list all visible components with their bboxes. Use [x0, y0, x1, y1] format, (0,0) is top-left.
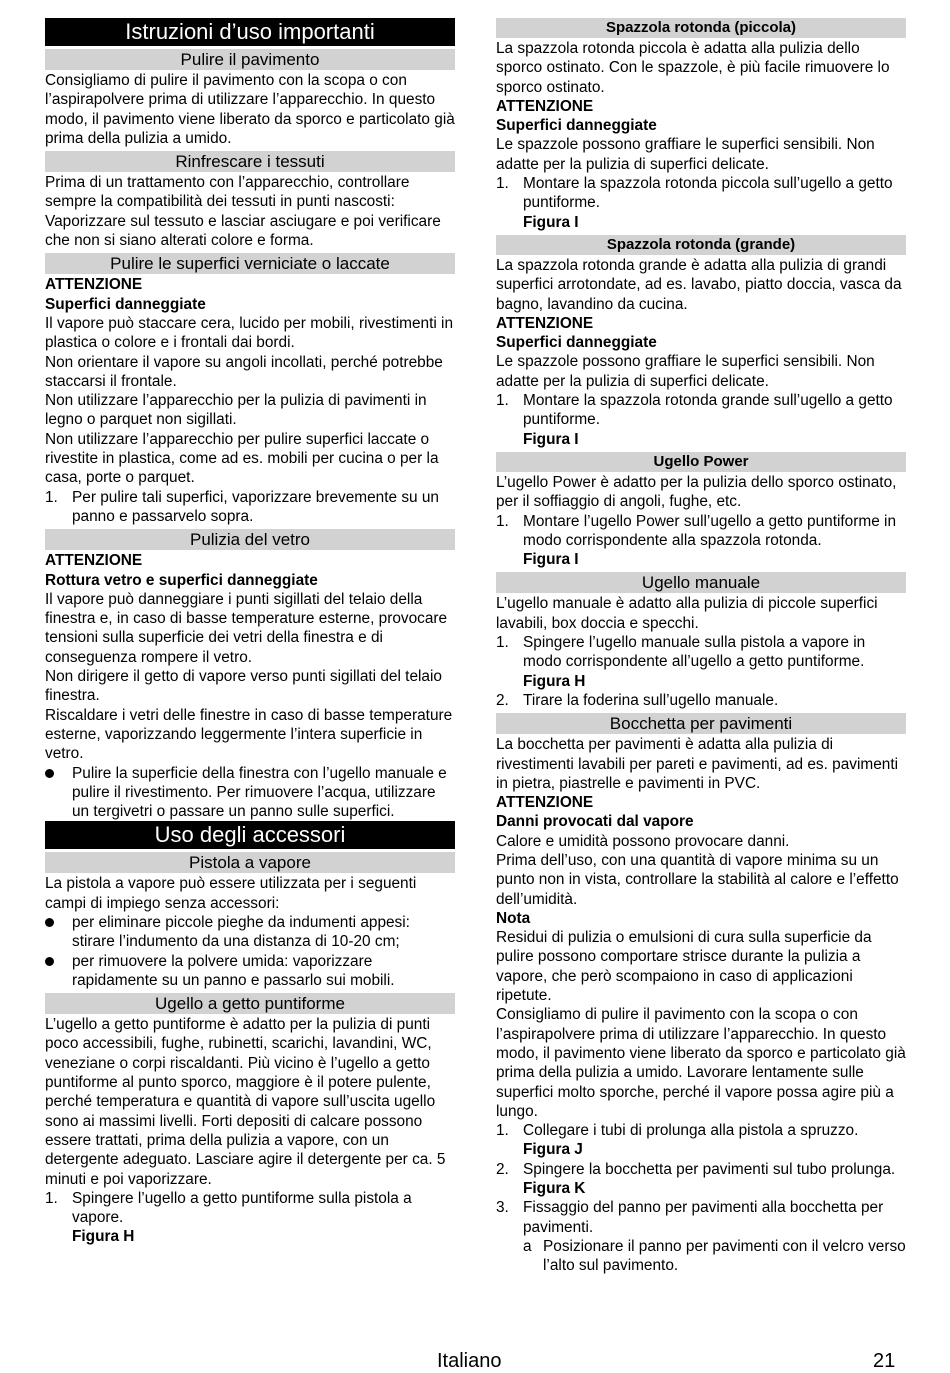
numbered-step	[496, 1121, 906, 1160]
section-heading: Pulire il pavimento	[45, 49, 455, 70]
figure-reference: Figura I	[523, 430, 579, 448]
numbered-step	[45, 1189, 455, 1247]
figure-reference: Figura I	[523, 551, 579, 569]
section-heading: Rinfrescare i tessuti	[45, 151, 455, 172]
bold-label: ATTENZIONE	[45, 276, 143, 294]
paragraph: Le spazzole possono graffiare le superfici sensibili. Non adatte per la pulizia di superfici delicate.	[496, 353, 875, 390]
paragraph: Il vapore può danneggiare i punti sigillati del telaio della finestra e, in caso di basse temperature esterne, provocare tensioni sulla superficie dei vetri della finestra e di conseguenza rompere il vetro.	[45, 590, 448, 666]
paragraph: Residui di pulizia o emulsioni di cura sulla superficie da pulire possono comportare strisce durante la pulizia a vapore, che però scompaiono in caso di applicazioni ripetute.	[496, 929, 872, 1005]
bold-label: ATTENZIONE	[45, 552, 143, 570]
bullet-text: per rimuovere la polvere umida: vaporizzare rapidamente su un panno e passarlo sui mobili.	[72, 952, 395, 989]
figure-reference: Figura H	[72, 1228, 135, 1246]
bullet-icon	[45, 769, 54, 778]
section-heading: Bocchetta per pavimenti	[496, 713, 906, 734]
figure-reference: Figura K	[523, 1180, 586, 1198]
paragraph: Riscaldare i vetri delle finestre in caso di basse temperature esterne, vaporizzando leggermente l’intera superficie in vetro.	[45, 706, 453, 763]
bold-label: Superfici danneggiate	[496, 334, 657, 352]
bullet-icon	[45, 957, 54, 966]
step-number: 1.	[45, 488, 58, 506]
sub-step	[496, 1237, 906, 1276]
paragraph: Non utilizzare l’apparecchio per pulire superfici laccate o rivestite in plastica, come ad es. mobili per cucina o per la casa, porte o parquet.	[45, 430, 439, 487]
left-column	[45, 18, 455, 1247]
paragraph: La spazzola rotonda grande è adatta alla pulizia di grandi superfici arrotondate, ad es. lavabo, piatto doccia, vasca da bagno, lavandino da cucina.	[496, 256, 902, 313]
step-number: 1.	[45, 1189, 58, 1207]
bullet-item	[45, 764, 455, 822]
right-column	[496, 18, 906, 1276]
paragraph: Calore e umidità possono provocare danni.	[496, 832, 790, 850]
paragraph: Consigliamo di pulire il pavimento con la scopa o con l’aspirapolvere prima di utilizzare l’apparecchio. In questo modo, il pavimento viene liberato da sporco e particolato già prima della pulizia a umido. Lavorare lentamente sulle superfici molto sporche, perché il vapore possa agire più a lungo.	[496, 1006, 906, 1120]
section-title: Istruzioni d’uso importanti	[45, 18, 455, 46]
paragraph: La pistola a vapore può essere utilizzata per i seguenti campi di impiego senza accessori:	[45, 875, 417, 912]
bold-label: Rottura vetro e superfici danneggiate	[45, 571, 318, 589]
bold-label: Nota	[496, 909, 531, 927]
numbered-step	[496, 1198, 906, 1237]
bullet-item	[45, 952, 455, 991]
section-heading: Ugello manuale	[496, 572, 906, 593]
numbered-step	[45, 488, 455, 527]
section-heading: Pistola a vapore	[45, 852, 455, 873]
numbered-step	[496, 512, 906, 570]
step-number: 1.	[496, 634, 509, 652]
bold-label: ATTENZIONE	[496, 314, 594, 332]
bullet-item	[45, 913, 455, 952]
section-title: Uso degli accessori	[45, 821, 455, 849]
numbered-step	[496, 633, 906, 691]
step-number: 1.	[496, 175, 509, 193]
step-text: Montare la spazzola rotonda grande sull’ugello a getto puntiforme.	[523, 392, 893, 429]
paragraph: L’ugello manuale è adatto alla pulizia di piccole superfici lavabili, box doccia e specchi.	[496, 595, 878, 632]
figure-reference: Figura I	[523, 213, 579, 231]
bold-label: ATTENZIONE	[496, 794, 594, 812]
paragraph: Consigliamo di pulire il pavimento con la scopa o con l’aspirapolvere prima di utilizzare l’apparecchio. In questo modo, il pavimento viene liberato da sporco e particolato già prima della pulizia a umido.	[45, 72, 455, 147]
section-heading: Pulire le superfici verniciate o laccate	[45, 253, 455, 274]
paragraph: Il vapore può staccare cera, lucido per mobili, rivestimenti in plastica o colore e i frontali dai bordi.	[45, 314, 454, 352]
page-number: 21	[873, 1350, 896, 1372]
step-text: Tirare la foderina sull’ugello manuale.	[523, 691, 779, 709]
step-text: Fissaggio del panno per pavimenti alla bocchetta per pavimenti.	[523, 1199, 884, 1236]
sub-step-letter: a	[523, 1237, 532, 1255]
sub-step-text: Posizionare il panno per pavimenti con il velcro verso l’alto sul pavimento.	[543, 1237, 906, 1275]
footer-language: Italiano	[437, 1350, 502, 1372]
bold-label: Superfici danneggiate	[45, 295, 206, 313]
paragraph: Prima di un trattamento con l’apparecchio, controllare sempre la compatibilità dei tessuti in punti nascosti: Vaporizzare sul tessuto e lasciar asciugare e poi verificare che non si siano alterati colore e forma.	[45, 174, 441, 250]
step-number: 1.	[496, 392, 509, 410]
figure-reference: Figura H	[523, 672, 586, 690]
paragraph: L’ugello a getto puntiforme è adatto per la pulizia di punti poco accessibili, fughe, rubinetti, scarichi, lavandini, WC, veneziane o corpi riscaldanti. Più vicino è l’ugello a getto puntiforme al punto sporco, maggiore è il potere pulente, perché temperatura e quantità di vapore sull’uscita ugello sono ai massimi livelli. Forti depositi di calcare possono essere trattati, prima della pulizia a vapore, con un detergente adeguato. Lasciare agire il detergente per ca. 5 minuti e poi vaporizzare.	[45, 1016, 446, 1188]
paragraph: Non dirigere il getto di vapore verso punti sigillati del telaio finestra.	[45, 668, 442, 705]
step-number: 2.	[496, 1160, 509, 1178]
bullet-text: Pulire la superficie della finestra con l’ugello manuale e pulire il rivestimento. Per rimuovere l’acqua, utilizzare un tergivetri o passare un panno sulle superfici.	[72, 764, 447, 821]
section-heading: Ugello a getto puntiforme	[45, 993, 455, 1014]
step-number: 1.	[496, 1122, 509, 1140]
step-number: 2.	[496, 691, 509, 709]
subsection-heading: Ugello Power	[496, 452, 906, 472]
figure-reference: Figura J	[523, 1141, 583, 1159]
bold-label: Superfici danneggiate	[496, 117, 657, 135]
paragraph: La bocchetta per pavimenti è adatta alla pulizia di rivestimenti lavabili per pareti e pavimenti, ad es. pavimenti in pietra, piastrelle e pavimenti in PVC.	[496, 736, 899, 792]
step-text: Collegare i tubi di prolunga alla pistola a spruzzo.	[523, 1122, 859, 1140]
paragraph: Prima dell’uso, con una quantità di vapore minima su un punto non in vista, controllare la stabilità al calore e l’effetto dell’umidità.	[496, 851, 899, 908]
step-number: 1.	[496, 512, 509, 530]
step-text: Spingere l’ugello manuale sulla pistola a vapore in modo corrispondente all’ugello a getto puntiforme.	[523, 634, 866, 671]
numbered-step	[496, 691, 906, 710]
bold-label: ATTENZIONE	[496, 97, 594, 115]
step-text: Spingere la bocchetta per pavimenti sul tubo prolunga.	[523, 1160, 896, 1178]
bullet-text: per eliminare piccole pieghe da indumenti appesi: stirare l’indumento da una distanza di 10-20 cm;	[72, 913, 410, 951]
paragraph: Non orientare il vapore su angoli incollati, perché potrebbe staccarsi il frontale.	[45, 353, 443, 390]
subsection-heading: Spazzola rotonda (piccola)	[496, 18, 906, 38]
bullet-icon	[45, 918, 54, 927]
step-number: 3.	[496, 1199, 509, 1217]
subsection-heading: Spazzola rotonda (grande)	[496, 235, 906, 255]
paragraph: Non utilizzare l’apparecchio per la pulizia di pavimenti in legno o parquet non sigillati.	[45, 392, 427, 429]
step-text: Montare l’ugello Power sull’ugello a getto puntiforme in modo corrispondente alla spazzola rotonda.	[523, 512, 897, 549]
paragraph: L’ugello Power è adatto per la pulizia dello sporco ostinato, per il soffiaggio di angoli, fughe, etc.	[496, 473, 897, 511]
numbered-step	[496, 1160, 906, 1199]
numbered-step	[496, 174, 906, 232]
bold-label: Danni provocati dal vapore	[496, 813, 694, 831]
paragraph: La spazzola rotonda piccola è adatta alla pulizia dello sporco ostinato. Con le spazzole, è più facile rimuovere lo sporco ostinato.	[496, 40, 890, 96]
step-text: Per pulire tali superfici, vaporizzare brevemente su un panno e passarvelo sopra.	[72, 488, 439, 525]
step-text: Montare la spazzola rotonda piccola sull’ugello a getto puntiforme.	[523, 175, 893, 212]
numbered-step	[496, 391, 906, 449]
paragraph: Le spazzole possono graffiare le superfici sensibili. Non adatte per la pulizia di superfici delicate.	[496, 136, 875, 173]
section-heading: Pulizia del vetro	[45, 529, 455, 550]
step-text: Spingere l’ugello a getto puntiforme sulla pistola a vapore.	[72, 1189, 412, 1227]
